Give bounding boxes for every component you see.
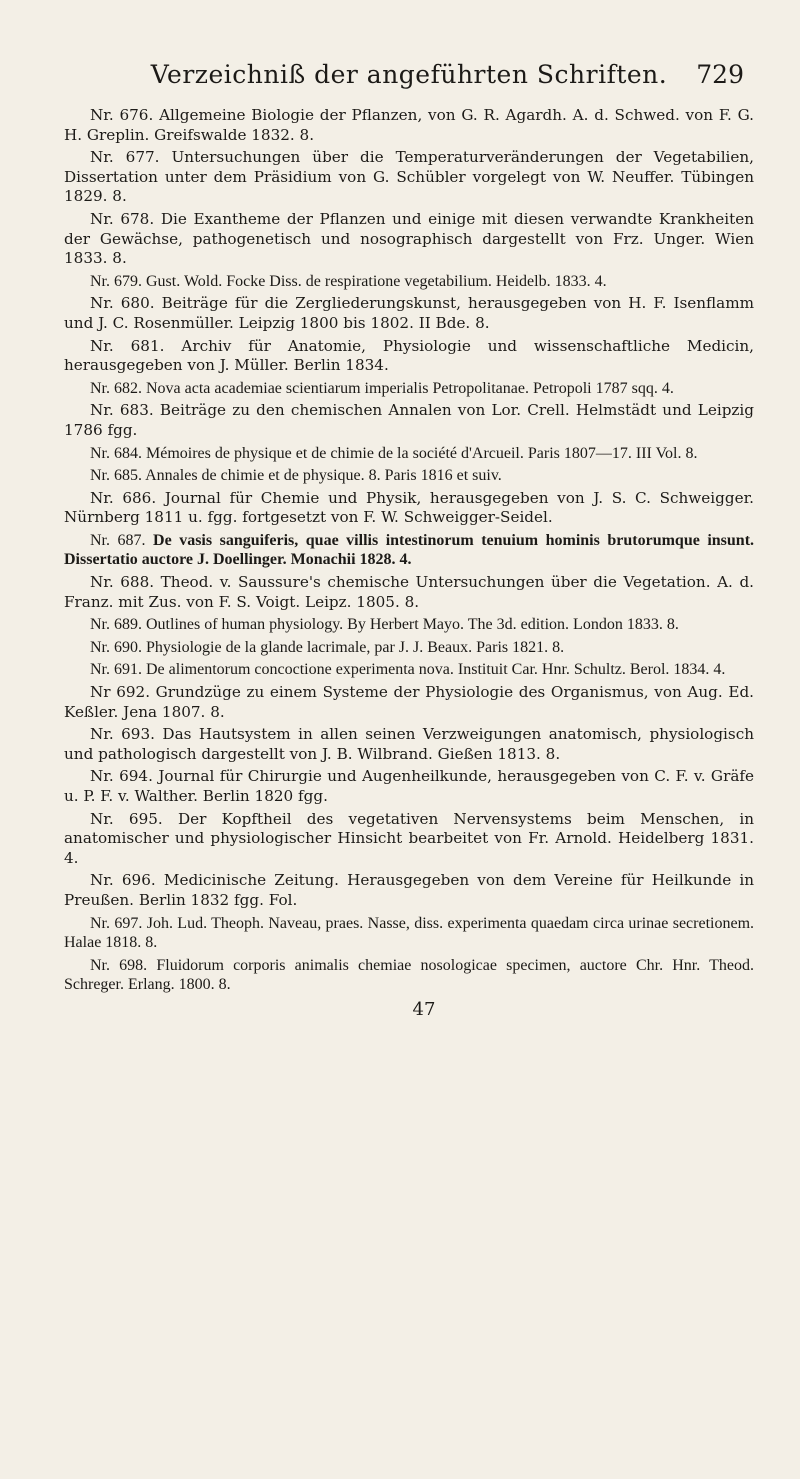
entry-text: Medicinische Zeitung. Herausgegeben von dem Vereine für Heilkunde in Preußen. Berlin 1832 fgg. Fol.	[64, 871, 755, 909]
running-header	[64, 60, 754, 104]
entry-number: Nr. 689.	[90, 616, 142, 634]
bibliography-list	[64, 106, 754, 995]
entry-number: Nr. 696.	[90, 871, 156, 890]
bibliography-entry	[64, 810, 754, 869]
entry-text: Archiv für Anatomie, Physiologie und wissenschaftliche Medicin, herausgegeben von J. Müller. Berlin 1834.	[64, 336, 755, 375]
bibliography-entry	[64, 444, 754, 464]
entry-text: Mémoires de physique et de chimie de la société d'Arcueil. Paris 1807—17. III Vol. 8.	[146, 444, 698, 462]
bibliography-entry	[64, 466, 754, 486]
entry-number: Nr. 693.	[90, 725, 155, 744]
entry-number: Nr. 698.	[90, 956, 148, 974]
entry-text: Journal für Chirurgie und Augenheilkunde, herausgegeben von C. F. v. Gräfe u. P. F. v. Walther. Berlin 1820 fgg.	[64, 767, 754, 805]
page-number: 729	[696, 60, 744, 89]
bibliography-entry	[64, 489, 754, 528]
entry-number: Nr. 685.	[90, 467, 142, 485]
entry-number: Nr. 695.	[90, 809, 163, 828]
entry-number: Nr. 679.	[90, 272, 142, 290]
bibliography-entry	[64, 767, 754, 806]
bibliography-entry	[64, 210, 754, 269]
bibliography-entry	[64, 871, 754, 910]
bibliography-entry	[64, 379, 754, 399]
entry-text: De alimentorum concoctione experimenta nova. Instituit Car. Hnr. Schultz. Berol. 1834. 4.	[146, 661, 726, 679]
entry-text: Grundzüge zu einem Systeme der Physiologie des Organismus, von Aug. Ed. Keßler. Jena 1807. 8.	[64, 683, 754, 721]
bibliography-entry	[64, 683, 754, 722]
entry-text: Beiträge für die Zergliederungskunst, herausgegeben von H. F. Isenflamm und J. C. Rosenmüller. Leipzig 1800 bis 1802. II Bde. 8.	[64, 294, 755, 332]
entry-text: Journal für Chemie und Physik, herausgegeben von J. S. C. Schweigger. Nürnberg 1811 u. fgg. fortgesetzt von F. W. Schweigger-Seidel.	[64, 488, 754, 527]
entry-text: Joh. Lud. Theoph. Naveau, praes. Nasse, diss. experimenta quaedam circa urinae secretionem. Halae 1818. 8.	[64, 914, 755, 952]
entry-text: Beiträge zu den chemischen Annalen von Lor. Crell. Helmstädt und Leipzig 1786 fgg.	[64, 401, 754, 439]
bibliography-entry	[64, 660, 754, 680]
bibliography-entry	[64, 401, 754, 440]
entry-number: Nr. 690.	[90, 638, 142, 656]
bibliography-entry	[64, 638, 754, 658]
entry-number: Nr. 694.	[90, 767, 153, 786]
entry-number: Nr. 680.	[90, 294, 155, 313]
entry-number: Nr. 687.	[90, 531, 146, 549]
entry-number: Nr. 677.	[90, 148, 160, 167]
bibliography-entry	[64, 106, 754, 145]
signature-mark: 47	[412, 998, 436, 1020]
bibliography-entry	[64, 272, 754, 292]
bibliography-entry	[64, 337, 754, 376]
entry-number: Nr. 678.	[90, 209, 155, 228]
entry-number: Nr. 688.	[90, 573, 155, 592]
entry-text: Der Kopftheil des vegetativen Nervensystems beim Menschen, in anatomischer und physiologischer Hinsicht bearbeitet von Fr. Arnold. Heidelberg 1831. 4.	[64, 809, 754, 867]
bibliography-entry	[64, 956, 754, 995]
entry-number: Nr. 697.	[90, 914, 143, 932]
entry-number: Nr. 681.	[90, 336, 165, 355]
bibliography-entry	[64, 725, 754, 764]
entry-text: Annales de chimie et de physique. 8. Paris 1816 et suiv.	[145, 467, 502, 485]
bibliography-entry	[64, 615, 754, 635]
entry-number: Nr. 691.	[90, 661, 142, 679]
entry-text: Das Hautsystem in allen seinen Verzweigungen anatomisch, physiologisch und pathologisch dargestellt von J. B. Wilbrand. Gießen 1813. 8.	[64, 725, 754, 763]
entry-text: Untersuchungen über die Temperaturveränderungen der Vegetabilien, Dissertation unter dem Präsidium von G. Schübler vorgelegt von W. Neuffer. Tübingen 1829. 8.	[64, 148, 755, 206]
entry-number: Nr. 683.	[90, 401, 154, 420]
bibliography-entry	[64, 914, 754, 953]
entry-text: Nova acta academiae scientiarum imperialis Petropolitanae. Petropoli 1787 sqq. 4.	[146, 379, 674, 397]
entry-text: Allgemeine Biologie der Pflanzen, von G. R. Agardh. A. d. Schwed. von F. G. H. Greplin. Greifswalde 1832. 8.	[64, 106, 755, 144]
bibliography-entry	[64, 148, 754, 207]
entry-text: Outlines of human physiology. By Herbert Mayo. The 3d. edition. London 1833. 8.	[146, 616, 679, 634]
entry-text: Physiologie de la glande lacrimale, par J. J. Beaux. Paris 1821. 8.	[146, 638, 565, 656]
bibliography-entry	[64, 294, 754, 333]
bibliography-entry	[64, 531, 754, 570]
entry-number: Nr 692.	[90, 683, 151, 702]
bibliography-entry	[64, 573, 754, 612]
entry-number: Nr. 686.	[90, 488, 157, 507]
entry-number: Nr. 682.	[90, 379, 142, 397]
entry-text: Die Exantheme der Pflanzen und einige mit diesen verwandte Krankheiten der Gewächse, pathogenetisch und nosographisch dargestellt von Frz. Unger. Wien 1833. 8.	[64, 209, 754, 268]
entry-text: Gust. Wold. Focke Diss. de respiratione vegetabilium. Heidelb. 1833. 4.	[146, 272, 607, 290]
entry-text: Theod. v. Saussure's chemische Untersuchungen über die Vegetation. A. d. Franz. mit Zus. von F. S. Voigt. Leipz. 1805. 8.	[64, 573, 754, 611]
entry-text: De vasis sanguiferis, quae villis intestinorum tenuium hominis brutorumque insunt. Dissertatio auctore J. Doellinger. Monachii 1828. 4.	[64, 531, 755, 569]
entry-text: Fluidorum corporis animalis chemiae nosologicae specimen, auctore Chr. Hnr. Theod. Schreger. Erlang. 1800. 8.	[64, 956, 755, 994]
header-title: Verzeichniß der angeführten Schriften.	[150, 60, 668, 89]
entry-number: Nr. 676.	[90, 106, 154, 124]
entry-number: Nr. 684.	[90, 444, 142, 462]
